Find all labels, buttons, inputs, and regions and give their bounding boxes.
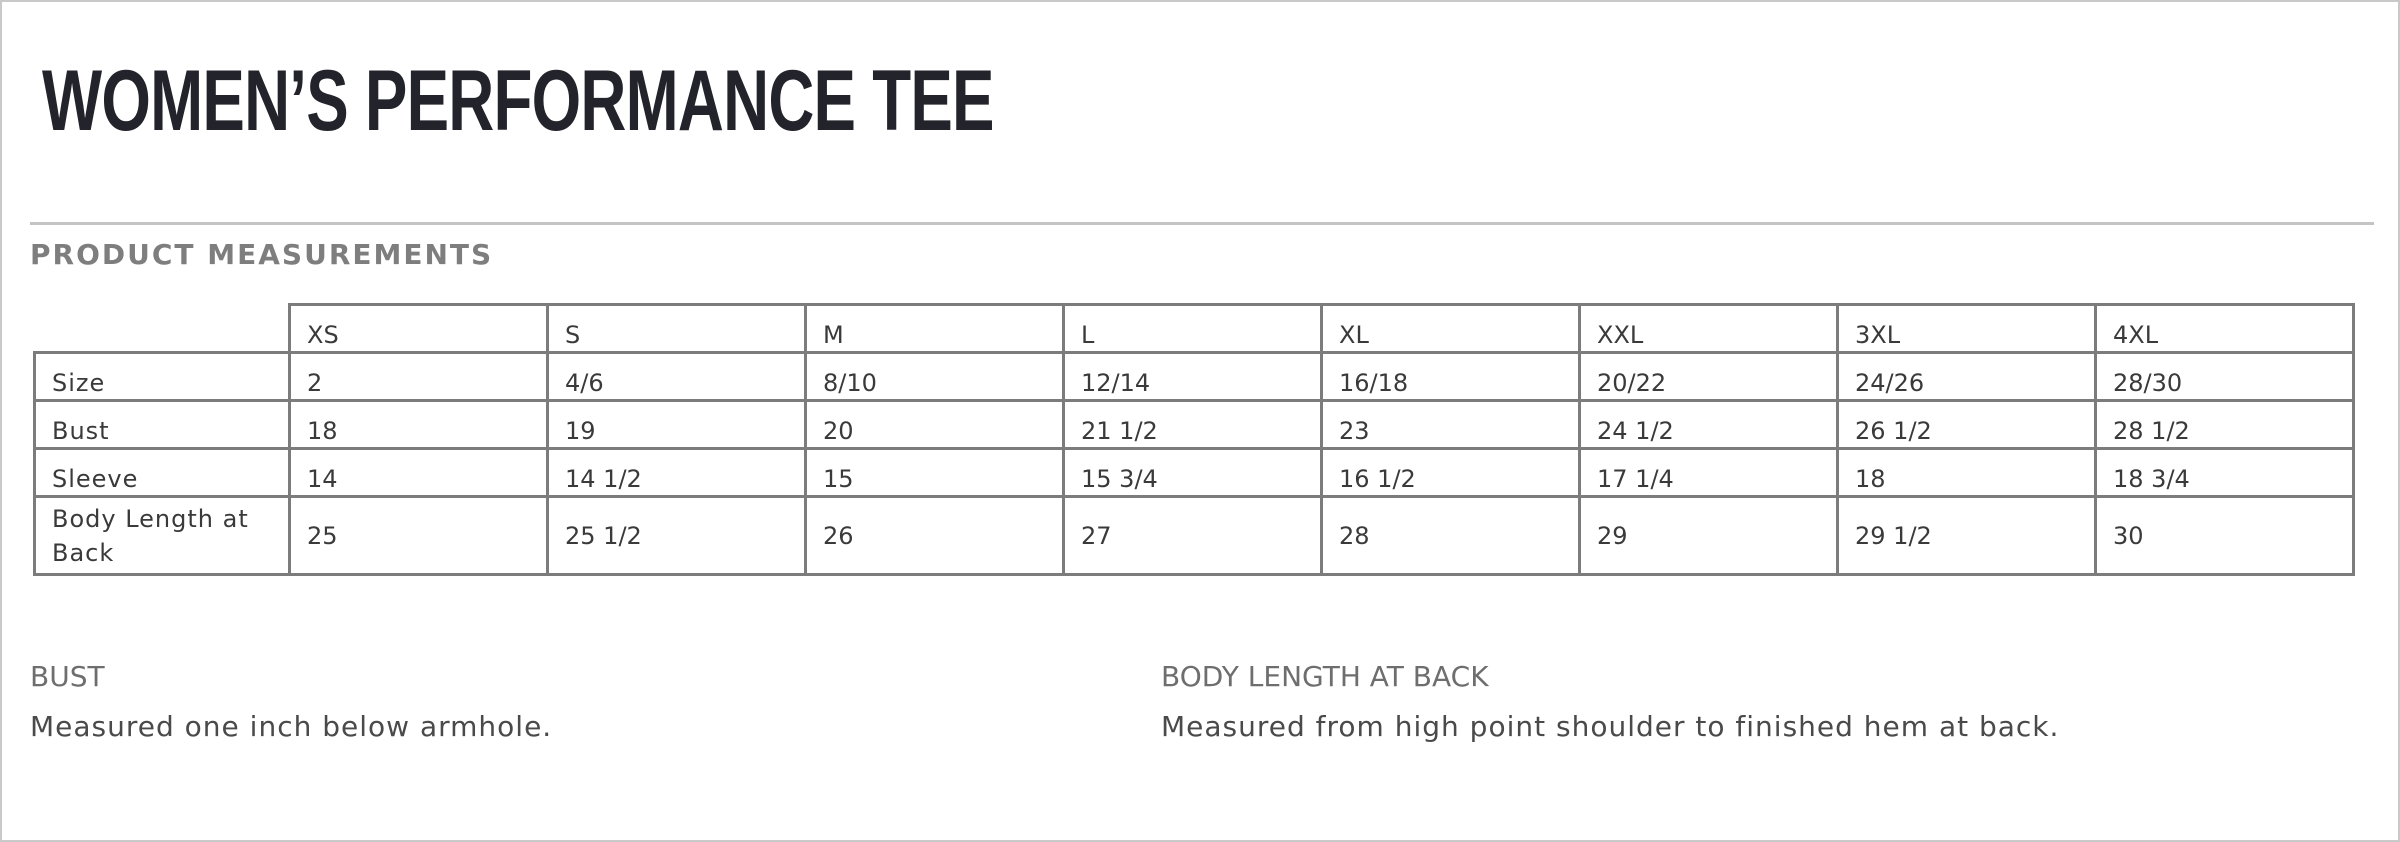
column-header: XL [1322,305,1580,353]
table-cell: 17 1/4 [1580,449,1838,497]
table-cell: 21 1/2 [1064,401,1322,449]
page-title: WOMEN’S PERFORMANCE TEE [42,53,994,149]
table-row [35,401,2354,449]
table-cell: 29 [1580,497,1838,575]
table-cell: 15 [806,449,1064,497]
table-cell: 27 [1064,497,1322,575]
row-label: Sleeve [35,449,290,497]
table-cell: 19 [548,401,806,449]
table-cell: 4/6 [548,353,806,401]
table-cell: 8/10 [806,353,1064,401]
table-cell: 18 [1838,449,2096,497]
table-cell: 16 1/2 [1322,449,1580,497]
table-cell: 20/22 [1580,353,1838,401]
table-cell: 14 [290,449,548,497]
table-cell: 25 1/2 [548,497,806,575]
table-cell: 26 1/2 [1838,401,2096,449]
row-label: Body Length at Back [35,497,290,575]
row-label: Size [35,353,290,401]
table-cell: 23 [1322,401,1580,449]
table-cell: 28 1/2 [2096,401,2354,449]
table-row [35,497,2354,575]
table-header-row [35,305,2354,353]
column-header: XXL [1580,305,1838,353]
bust-note-text: Measured one inch below armhole. [30,710,553,743]
table-cell: 28 [1322,497,1580,575]
row-label: Bust [35,401,290,449]
table-row [35,449,2354,497]
column-header: XS [290,305,548,353]
table-cell: 15 3/4 [1064,449,1322,497]
column-header: 3XL [1838,305,2096,353]
table-cell: 29 1/2 [1838,497,2096,575]
table-corner-cell [35,305,290,353]
table-cell: 26 [806,497,1064,575]
table-cell: 25 [290,497,548,575]
table-cell: 18 [290,401,548,449]
body-length-note-title: BODY LENGTH AT BACK [1161,660,1489,693]
table-cell: 30 [2096,497,2354,575]
column-header: L [1064,305,1322,353]
table-cell: 2 [290,353,548,401]
table-cell: 16/18 [1322,353,1580,401]
bust-note-title: BUST [30,660,105,693]
table-cell: 14 1/2 [548,449,806,497]
table-cell: 28/30 [2096,353,2354,401]
table-cell: 20 [806,401,1064,449]
measurements-table [33,303,2355,576]
column-header: M [806,305,1064,353]
table-row [35,353,2354,401]
table-cell: 12/14 [1064,353,1322,401]
section-heading: PRODUCT MEASUREMENTS [30,238,494,271]
column-header: S [548,305,806,353]
body-length-note-text: Measured from high point shoulder to finished hem at back. [1161,710,2060,743]
table-cell: 24 1/2 [1580,401,1838,449]
column-header: 4XL [2096,305,2354,353]
table-cell: 18 3/4 [2096,449,2354,497]
table-cell: 24/26 [1838,353,2096,401]
title-divider [30,222,2374,225]
